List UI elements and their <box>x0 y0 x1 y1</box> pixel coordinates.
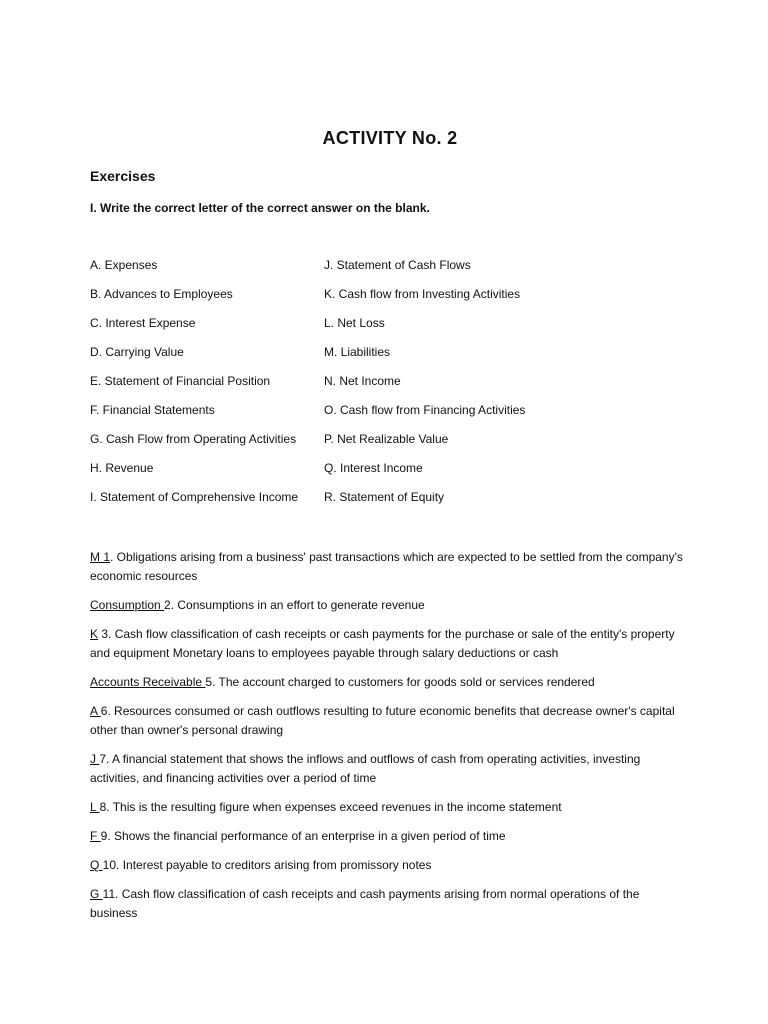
answer-item <box>90 548 690 586</box>
choice-item: P. Net Realizable Value <box>324 432 449 446</box>
choice-item: E. Statement of Financial Position <box>90 374 271 388</box>
answer-text: 11. Cash flow classification of cash receipts and cash payments arising from normal operations of the business <box>90 887 640 920</box>
choice-item: C. Interest Expense <box>90 316 196 330</box>
choice-row <box>90 345 710 374</box>
choice-item: M. Liabilities <box>324 345 391 359</box>
answer-key: L <box>90 800 100 814</box>
answer-key: K <box>90 627 99 641</box>
answer-item <box>90 885 690 923</box>
answer-item <box>90 596 690 615</box>
answer-key: F <box>90 829 101 843</box>
choice-row <box>90 461 710 490</box>
choice-row <box>90 432 710 461</box>
choice-row <box>90 258 710 287</box>
choice-item: N. Net Income <box>324 374 401 388</box>
answer-text: 9. Shows the financial performance of an enterprise in a given period of time <box>100 829 506 843</box>
answer-item <box>90 750 690 788</box>
choice-item: Q. Interest Income <box>324 461 423 475</box>
choice-row <box>90 403 710 432</box>
answer-item <box>90 827 690 846</box>
answer-text: 8. This is the resulting figure when expenses exceed revenues in the income statement <box>99 800 562 814</box>
answer-key: G <box>90 887 103 901</box>
answer-item <box>90 856 690 875</box>
answer-text: 6. Resources consumed or cash outflows resulting to future economic benefits that decrease owner's capital other than owner's personal drawing <box>90 704 675 737</box>
choice-item: A. Expenses <box>90 258 158 272</box>
choice-item: L. Net Loss <box>324 316 385 330</box>
instruction-text: I. Write the correct letter of the correct answer on the blank. <box>90 201 430 215</box>
answer-key: Consumption <box>90 598 165 612</box>
choice-item: D. Carrying Value <box>90 345 184 359</box>
answer-key: M 1 <box>90 550 111 564</box>
answer-text: . Obligations arising from a business' past transactions which are expected to be settled from the company's economic resources <box>90 550 683 583</box>
choice-row <box>90 287 710 316</box>
section-heading: Exercises <box>90 168 156 184</box>
answer-key: Q <box>90 858 103 872</box>
choice-item: K. Cash flow from Investing Activities <box>324 287 521 301</box>
answer-item <box>90 673 690 692</box>
choice-item: F. Financial Statements <box>90 403 215 417</box>
answer-key: Accounts Receivable <box>90 675 206 689</box>
answer-text: 7. A financial statement that shows the inflows and outflows of cash from operating activities, investing activities, and financing activities over a period of time <box>90 752 641 785</box>
choice-row <box>90 490 710 519</box>
choice-item: H. Revenue <box>90 461 154 475</box>
choice-item: B. Advances to Employees <box>90 287 233 301</box>
choice-row <box>90 374 710 403</box>
answer-key: J <box>90 752 100 766</box>
choice-item: O. Cash flow from Financing Activities <box>324 403 526 417</box>
answer-text: 3. Cash flow classification of cash receipts or cash payments for the purchase or sale of the entity's property and equipment Monetary loans to employees payable through salary deductions or cash <box>90 627 675 660</box>
answer-item <box>90 625 690 663</box>
choice-item: J. Statement of Cash Flows <box>324 258 471 272</box>
answer-text: 5. The account charged to customers for goods sold or services rendered <box>205 675 595 689</box>
answer-item <box>90 702 690 740</box>
answers-list <box>90 548 690 933</box>
choice-item: G. Cash Flow from Operating Activities <box>90 432 297 446</box>
answer-item <box>90 798 690 817</box>
choice-item: R. Statement of Equity <box>324 490 445 504</box>
choice-item: I. Statement of Comprehensive Income <box>90 490 299 504</box>
answer-key: A <box>90 704 101 718</box>
page-title: ACTIVITY No. 2 <box>322 128 458 148</box>
choices-list <box>90 258 710 519</box>
answer-text: 2. Consumptions in an effort to generate revenue <box>164 598 425 612</box>
choice-row <box>90 316 710 345</box>
answer-text: 10. Interest payable to creditors arising from promissory notes <box>102 858 432 872</box>
